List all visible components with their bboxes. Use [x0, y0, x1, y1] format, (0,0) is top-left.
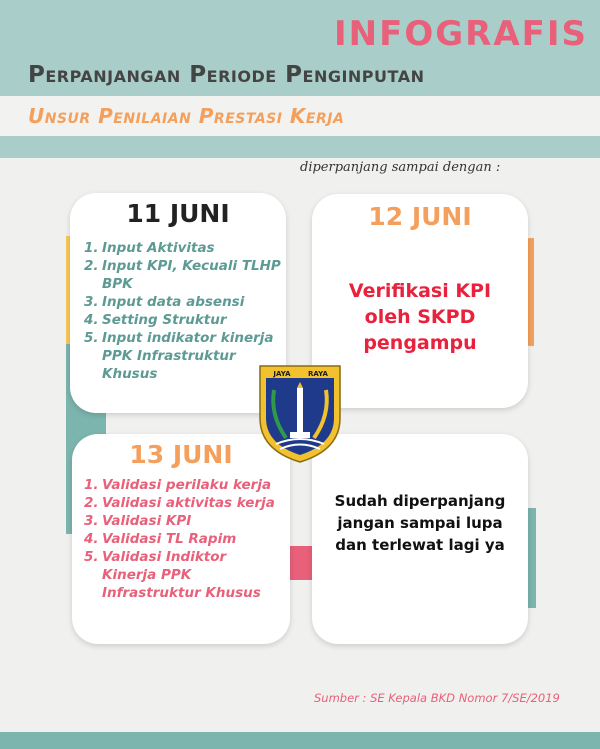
- card-12-juni: [312, 194, 528, 408]
- card-text-line: dan terlewat lagi ya: [335, 536, 505, 554]
- page-title: Perpanjangan Periode Penginputan: [28, 62, 425, 88]
- list-item: 2. Validasi aktivitas kerja: [84, 495, 275, 511]
- list-item: 3. Validasi KPI: [84, 513, 192, 529]
- task-list: [84, 476, 284, 602]
- card-date: 12 JUNI: [368, 202, 472, 231]
- card-reminder: [312, 434, 528, 644]
- source-note: Sumber : SE Kepala BKD Nomor 7/SE/2019: [314, 691, 560, 705]
- card-text-line: oleh SKPD: [364, 306, 476, 328]
- card-text-line: jangan sampai lupa: [337, 514, 503, 532]
- page-subtitle: Unsur Penilaian Prestasi Kerja: [28, 104, 345, 128]
- list-item: 1. Input Aktivitas: [84, 240, 215, 256]
- list-item: 4. Setting Struktur: [84, 312, 227, 328]
- task-list: [84, 239, 284, 383]
- card-11-juni: [70, 193, 286, 413]
- emblem-text-right: RAYA: [308, 370, 328, 378]
- card-text-line: Verifikasi KPI: [348, 280, 492, 302]
- card-text-line: pengampu: [363, 332, 477, 354]
- list-item: 2. Input KPI, Kecuali TLHP BPK: [84, 258, 281, 292]
- card-date: 13 JUNI: [129, 440, 233, 469]
- list-item: 5. Input indikator kinerja PPK Infrastruktur Khusus: [84, 330, 274, 382]
- footer-band: [0, 732, 600, 749]
- list-item: 1. Validasi perilaku kerja: [84, 477, 272, 493]
- list-item: 5. Validasi Indiktor Kinerja PPK Infrastruktur Khusus: [84, 549, 261, 601]
- emblem-text-left: JAYA: [273, 370, 291, 378]
- extension-note: diperpanjang sampai dengan :: [300, 160, 501, 175]
- card-date: 11 JUNI: [126, 199, 230, 228]
- card-text-line: Sudah diperpanjang: [334, 492, 506, 510]
- list-item: 4. Validasi TL Rapim: [84, 531, 237, 547]
- card-13-juni: [72, 434, 290, 644]
- list-item: 3. Input data absensi: [84, 294, 245, 310]
- jaya-raya-emblem-icon: [256, 360, 344, 464]
- infografis-title: INFOGRAFIS: [334, 14, 588, 54]
